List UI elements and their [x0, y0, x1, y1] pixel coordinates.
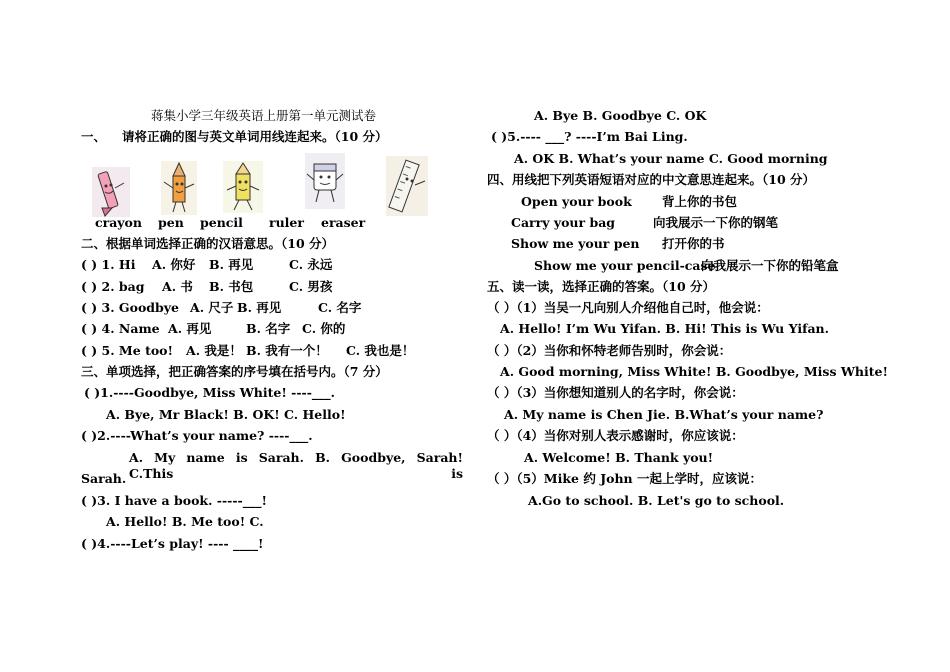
section-5-heading: 五、读一读，选择正确的答案。（10 分） [487, 279, 715, 294]
s3-options-3: A. Hello! B. Me too! C. [106, 514, 264, 529]
s5-options-3: A. My name is Chen Jie. B.What’s your name? [504, 407, 824, 422]
s2-question-3: ( ) 3. Goodbye [81, 300, 179, 315]
s2-option-b: B. 我有一个！ [246, 343, 328, 358]
s4-phrase-en: Carry your bag [511, 215, 616, 230]
s2-option-a: A. 尺子 [190, 300, 234, 315]
s5-question-5: （ ）（5）Mike 约 John 一起上学时，应该说： [487, 471, 762, 486]
s2-option-b: B. 再见 [209, 257, 254, 272]
word-eraser: eraser [321, 215, 366, 230]
s2-option-b: B. 书包 [209, 279, 254, 294]
word-pencil: pencil [200, 215, 243, 230]
s2-question-1: ( ) 1. Hi [81, 257, 136, 272]
s3-question-4: ( )4.----Let’s play! ---- ____! [81, 536, 264, 551]
s2-option-a: A. 你好 [152, 257, 196, 272]
s4-phrase-en: Open your book [521, 194, 632, 209]
s5-options-4: A. Welcome! B. Thank you! [524, 450, 714, 465]
word-crayon: crayon [95, 215, 142, 230]
section-2-heading: 二、根据单词选择正确的汉语意思。（10 分） [81, 236, 334, 251]
ruler-picture [385, 155, 429, 217]
section-4-heading: 四、用线把下列英语短语对应的中文意思连起来。（10 分） [487, 172, 815, 187]
word-ruler: ruler [269, 215, 304, 230]
s2-question-2: ( ) 2. bag [81, 279, 145, 294]
s2-option-c: C. 名字 [318, 300, 362, 315]
s2-option-b: B. 名字 [246, 321, 291, 336]
s3-question-1: ( )1.----Goodbye, Miss White! ----___. [84, 385, 336, 400]
page-title: 蒋集小学三年级英语上册第一单元测试卷 [151, 108, 377, 123]
s3-options-2: A. My name is Sarah. B. Goodbye, Sarah! C.This is [129, 450, 463, 481]
s3-question-5: ( )5.---- ___? ----I’m Bai Ling. [491, 129, 688, 144]
s3-question-3: ( )3. I have a book. -----___! [81, 493, 267, 508]
s2-option-c: C. 你的 [302, 321, 346, 336]
s4-phrase-zh: 打开你的书 [662, 236, 725, 251]
s5-question-4: （ ）（4）当你对别人表示感谢时，你应该说： [487, 428, 744, 443]
s5-question-3: （ ）（3）当你想知道别人的名字时，你会说： [487, 385, 744, 400]
s4-phrase-zh: 向我展示一下你的铅笔盒 [701, 258, 839, 273]
section-3-heading: 三、单项选择，把正确答案的序号填在括号内。（7 分） [81, 364, 388, 379]
s2-option-a: A. 再见 [168, 321, 212, 336]
word-pen: pen [158, 215, 184, 230]
eraser-picture [304, 152, 346, 210]
section-1-heading: 请将正确的图与英文单词用线连起来。（10 分） [122, 129, 388, 144]
s3-options-5: A. OK B. What’s your name C. Good morning [514, 151, 828, 166]
s2-option-a: A. 书 [162, 279, 193, 294]
s5-question-1: （ ）（1）当吴一凡向别人介绍他自己时，他会说： [487, 300, 769, 315]
s4-phrase-en: Show me your pen [511, 236, 640, 251]
s3-options-4: A. Bye B. Goodbye C. OK [534, 108, 707, 123]
s4-phrase-en: Show me your pencil-case [534, 258, 716, 273]
s2-option-c: C. 永远 [289, 257, 333, 272]
crayon-picture [91, 166, 131, 218]
s2-question-5: ( ) 5. Me too! [81, 343, 174, 358]
s2-question-4: ( ) 4. Name [81, 321, 160, 336]
s4-phrase-zh: 向我展示一下你的钢笔 [653, 215, 779, 230]
s5-options-1: A. Hello! I’m Wu Yifan. B. Hi! This is Wu Yifan. [500, 321, 829, 336]
pencil-picture [222, 160, 264, 214]
pen-picture [160, 160, 198, 216]
s5-options-2: A. Good morning, Miss White! B. Goodbye, Miss White! [500, 364, 888, 379]
s5-options-5: A.Go to school. B. Let's go to school. [528, 493, 785, 508]
s5-question-2: （ ）（2）当你和怀特老师告别时，你会说： [487, 343, 732, 358]
s3-question-2: ( )2.----What’s your name? ----___. [81, 428, 313, 443]
s2-option-b: B. 再见 [237, 300, 282, 315]
s3-options-2-cont: Sarah. [81, 471, 127, 486]
s2-option-a: A. 我是！ [186, 343, 242, 358]
s2-option-c: C. 我也是！ [346, 343, 415, 358]
s3-options-1: A. Bye, Mr Black! B. OK! C. Hello! [106, 407, 346, 422]
section-1-number: 一、 [81, 129, 107, 144]
s4-phrase-zh: 背上你的书包 [662, 194, 738, 209]
s2-option-c: C. 男孩 [289, 279, 333, 294]
